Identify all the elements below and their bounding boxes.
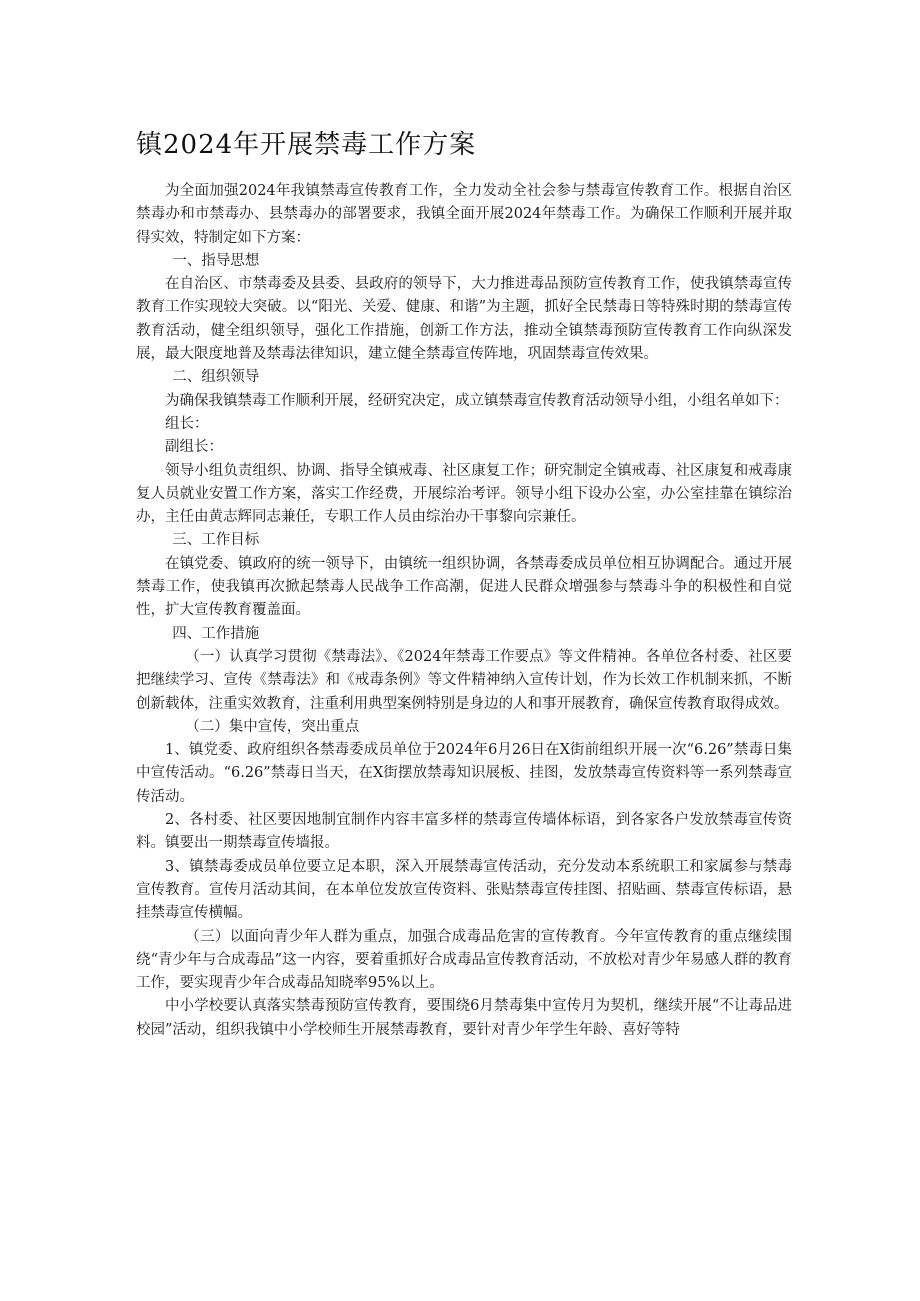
deputy-leader-line: 副组长： bbox=[165, 439, 223, 456]
team-leader-line: 组长： bbox=[165, 415, 209, 432]
measure-2-item-3: 3、镇禁毒委成员单位要立足本职，深入开展禁毒宣传活动，充分发动本系统职工和家属参与禁毒宣传教育。宣传月活动其间，在本单位发放宣传资料、张贴禁毒宣传挂图、招贴画、禁毒宣传标语，悬挂禁毒宣传横幅。 bbox=[136, 858, 792, 922]
section-heading-measures: 四、工作措施 bbox=[172, 625, 260, 642]
measure-3-paragraph: （三）以面向青少年人群为重点，加强合成毒品危害的宣传教育。今年宣传教育的重点继续围绕“青少年与合成毒品”这一内容，要着重抓好合成毒品宣传教育活动，不放松对青少年易感人群的教育工作，要实现青少年合成毒品知晓率95%以上。 bbox=[136, 928, 792, 992]
section-heading-organization: 二、组织领导 bbox=[172, 369, 260, 386]
measure-1-paragraph: （一）认真学习贯彻《禁毒法》、《2024年禁毒工作要点》等文件精神。各单位各村委、社区要把继续学习、宣传《禁毒法》和《戒毒条例》等文件精神纳入宣传计划，作为长效工作机制来抓，不断创新载体，注重实效教育，注重利用典型案例特别是身边的人和事开展教育，确保宣传教育取得成效。 bbox=[136, 648, 792, 712]
intro-paragraph: 为全面加强2024年我镇禁毒宣传教育工作，全力发动全社会参与禁毒宣传教育工作。根据自治区禁毒办和市禁毒办、县禁毒办的部署要求，我镇全面开展2024年禁毒工作。为确保工作顺利开展并取得实效，特制定如下方案： bbox=[136, 183, 792, 246]
paragraph-responsibilities: 领导小组负责组织、协调、指导全镇戒毒、社区康复工作；研究制定全镇戒毒、社区康复和戒毒康复人员就业安置工作方案，落实工作经费，开展综治考评。领导小组下设办公室，办公室挂靠在镇综治办，主任由黄志辉同志兼任，专职工作人员由综治办干事黎向宗兼任。 bbox=[136, 462, 792, 526]
schools-paragraph: 中小学校要认真落实禁毒预防宣传教育，要围绕6月禁毒集中宣传月为契机，继续开展“不让毒品进校园”活动，组织我镇中小学校师生开展禁毒教育，要针对青少年学生年龄、喜好等特 bbox=[136, 998, 792, 1038]
document-body bbox=[136, 180, 792, 1042]
document-title: 镇2024年开展禁毒工作方案 bbox=[136, 130, 477, 160]
section-heading-guiding-ideology: 一、指导思想 bbox=[172, 252, 260, 269]
measure-2-item-1: 1、镇党委、政府组织各禁毒委成员单位于2024年6月26日在X街前组织开展一次“6.26”禁毒日集中宣传活动。“6.26”禁毒日当天，在X街摆放禁毒知识展板、挂图，发放禁毒宣传资料等一系列禁毒宣传活动。 bbox=[136, 742, 792, 805]
measure-2-item-2: 2、各村委、社区要因地制宜制作内容丰富多样的禁毒宣传墙体标语，到各家各户发放禁毒宣传资料。镇要出一期禁毒宣传墙报。 bbox=[136, 812, 792, 852]
section-heading-goals: 三、工作目标 bbox=[172, 532, 260, 549]
measure-2-heading: （二）集中宣传，突出重点 bbox=[185, 718, 360, 735]
paragraph-guiding-ideology: 在自治区、市禁毒委及县委、县政府的领导下，大力推进毒品预防宣传教育工作，使我镇禁毒宣传教育工作实现较大突破。以“阳光、关爱、健康、和谐”为主题，抓好全民禁毒日等特殊时期的禁毒宣传教育活动，健全组织领导，强化工作措施，创新工作方法，推动全镇禁毒预防宣传教育工作向纵深发展，最大限度地普及禁毒法律知识，建立健全禁毒宣传阵地，巩固禁毒宣传效果。 bbox=[136, 276, 792, 363]
paragraph-organization: 为确保我镇禁毒工作顺利开展，经研究决定，成立镇禁毒宣传教育活动领导小组，小组名单如下： bbox=[165, 392, 789, 409]
paragraph-goals: 在镇党委、镇政府的统一领导下，由镇统一组织协调，各禁毒委成员单位相互协调配合。通过开展禁毒工作，使我镇再次掀起禁毒人民战争工作高潮，促进人民群众增强参与禁毒斗争的积极性和自觉性，扩大宣传教育覆盖面。 bbox=[136, 555, 792, 619]
